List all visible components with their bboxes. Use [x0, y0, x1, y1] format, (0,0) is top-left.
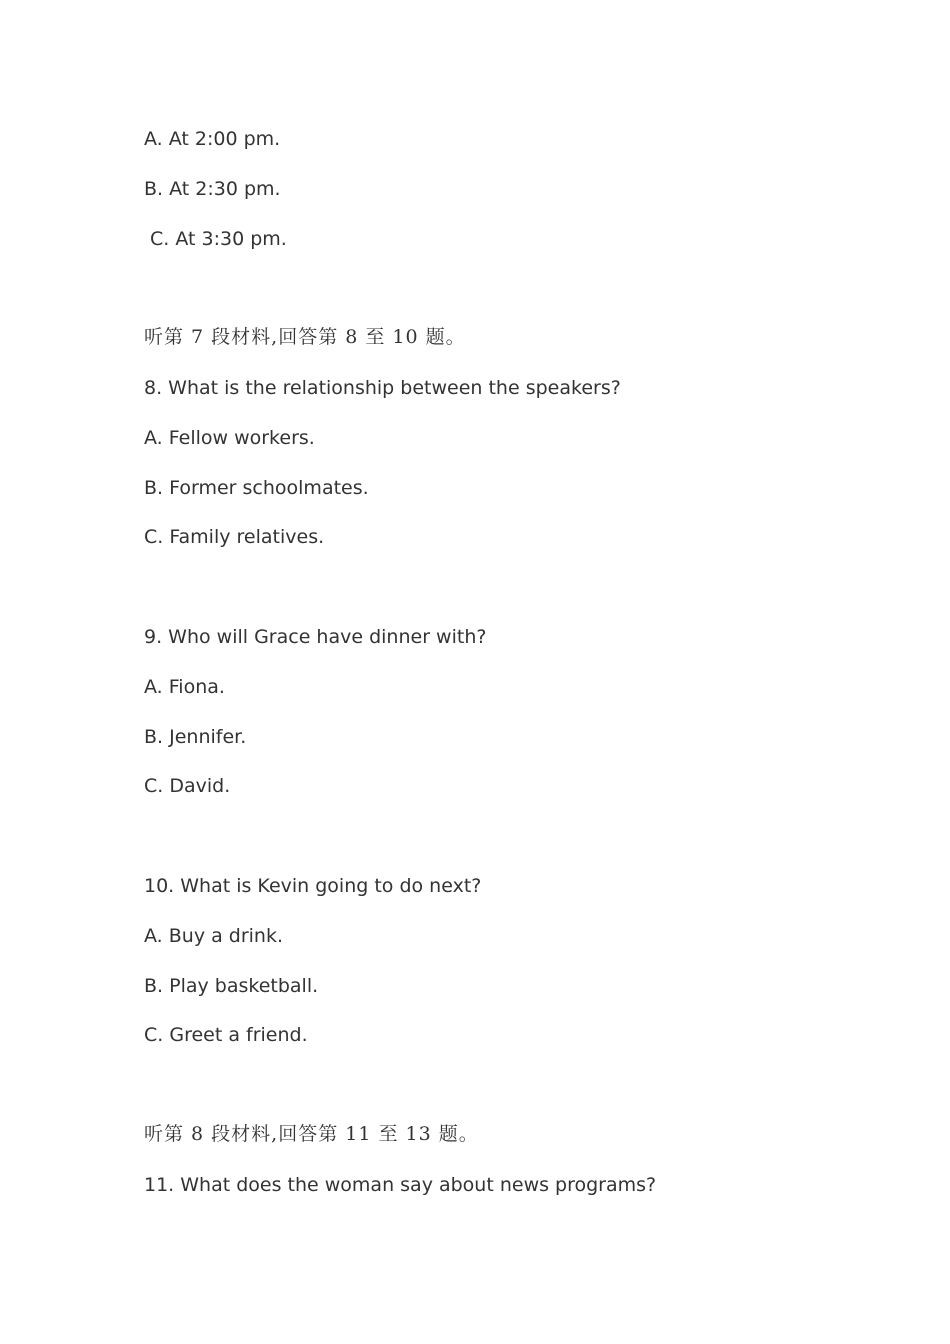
- q10-option-b: B. Play basketball.: [144, 975, 319, 997]
- q8-option-c: C. Family relatives.: [144, 526, 325, 548]
- section7-heading: 听第 7 段材料,回答第 8 至 10 题。: [144, 326, 466, 348]
- q9-question: 9. Who will Grace have dinner with?: [144, 626, 487, 648]
- q9-option-c: C. David.: [144, 775, 231, 797]
- q10-option-c: C. Greet a friend.: [144, 1024, 308, 1046]
- q8-option-a: A. Fellow workers.: [144, 427, 315, 449]
- q7-option-a: A. At 2:00 pm.: [144, 128, 281, 150]
- q10-question: 10. What is Kevin going to do next?: [144, 875, 482, 897]
- q11-question: 11. What does the woman say about news programs?: [144, 1174, 657, 1196]
- q8-question: 8. What is the relationship between the speakers?: [144, 377, 621, 399]
- section8-heading: 听第 8 段材料,回答第 11 至 13 题。: [144, 1123, 479, 1145]
- q7-option-c: C. At 3:30 pm.: [150, 228, 287, 250]
- q9-option-a: A. Fiona.: [144, 676, 225, 698]
- q9-option-b: B. Jennifer.: [144, 726, 247, 748]
- q7-option-b: B. At 2:30 pm.: [144, 178, 281, 200]
- q10-option-a: A. Buy a drink.: [144, 925, 284, 947]
- q8-option-b: B. Former schoolmates.: [144, 477, 369, 499]
